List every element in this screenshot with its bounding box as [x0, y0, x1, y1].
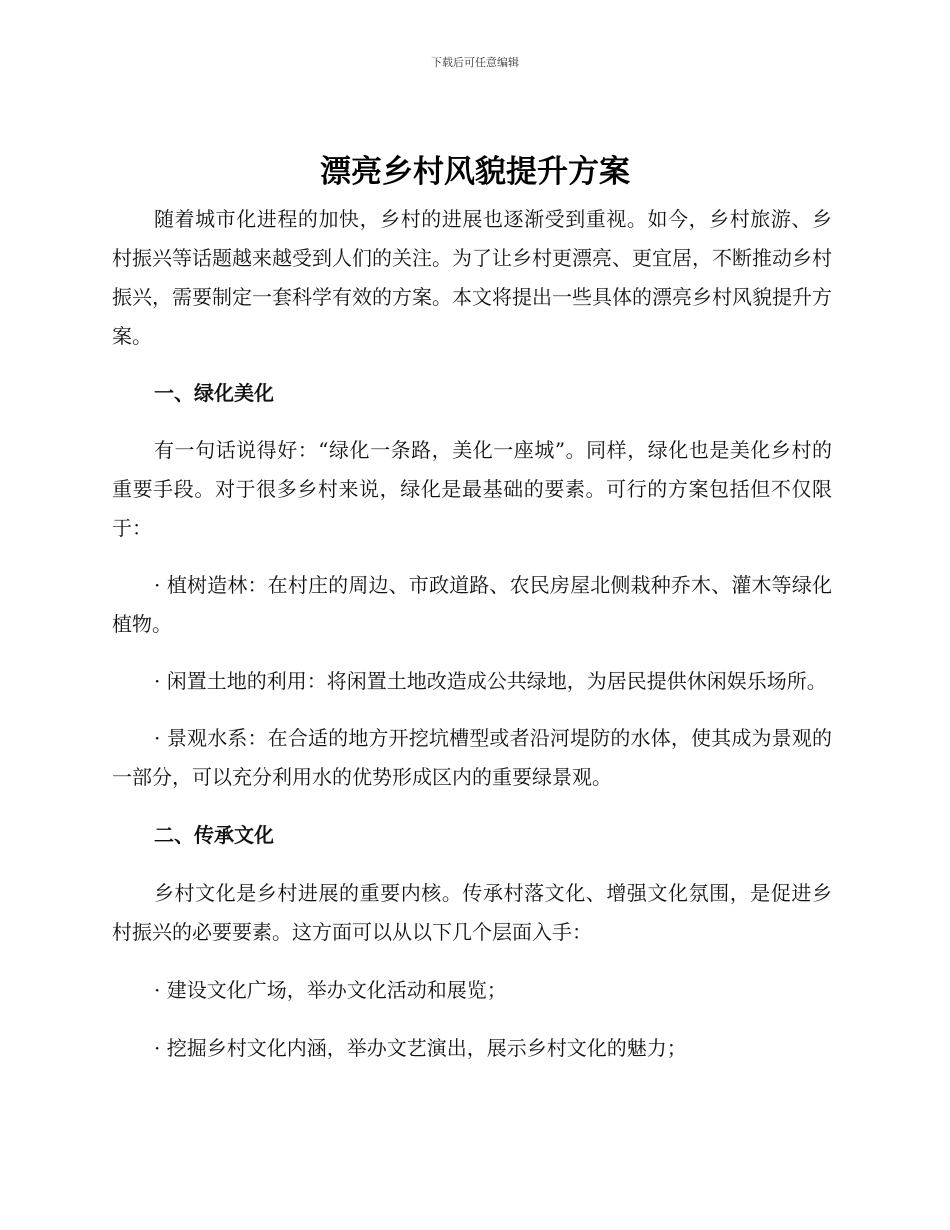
intro-paragraph: 随着城市化进程的加快，乡村的进展也逐渐受到重视。如今，乡村旅游、乡村振兴等话题越来越受到人们的关注。为了让乡村更漂亮、更宜居，不断推动乡村振兴，需要制定一套科学有效的方案。本文将提出一些具体的漂亮乡村风貌提升方案。: [112, 207, 832, 348]
bullet-item: · 建设文化广场，举办文化活动和展览；: [154, 978, 507, 1002]
bullet-item: · 闲置土地的利用：将闲置土地改造成公共绿地，为居民提供休闲娱乐场所。: [154, 669, 827, 693]
bullet-item: · 挖掘乡村文化内涵，举办文艺演出，展示乡村文化的魅力；: [154, 1036, 687, 1060]
section-paragraph-culture: 乡村文化是乡村进展的重要内核。传承村落文化、增强文化氛围，是促进乡村振兴的必要要素。这方面可以从以下几个层面入手：: [112, 881, 832, 944]
document-body: [112, 200, 832, 1068]
section-heading-culture: 二、传承文化: [154, 823, 274, 847]
header-note: 下载后可任意编辑: [431, 56, 519, 69]
bullet-item: · 植树造林：在村庄的周边、市政道路、农民房屋北侧栽种乔木、灌木等绿化植物。: [112, 573, 832, 636]
section-paragraph-greening: 有一句话说得好：“绿化一条路，美化一座城”。同样，绿化也是美化乡村的重要手段。对于很多乡村来说，绿化是最基础的要素。可行的方案包括但不仅限于：: [112, 438, 832, 540]
section-heading-greening: 一、绿化美化: [154, 381, 274, 405]
bullet-item: · 景观水系：在合适的地方开挖坑槽型或者沿河堤防的水体，使其成为景观的一部分，可以充分利用水的优势形成区内的重要绿景观。: [112, 726, 832, 789]
page-title: 漂亮乡村风貌提升方案: [320, 154, 630, 190]
